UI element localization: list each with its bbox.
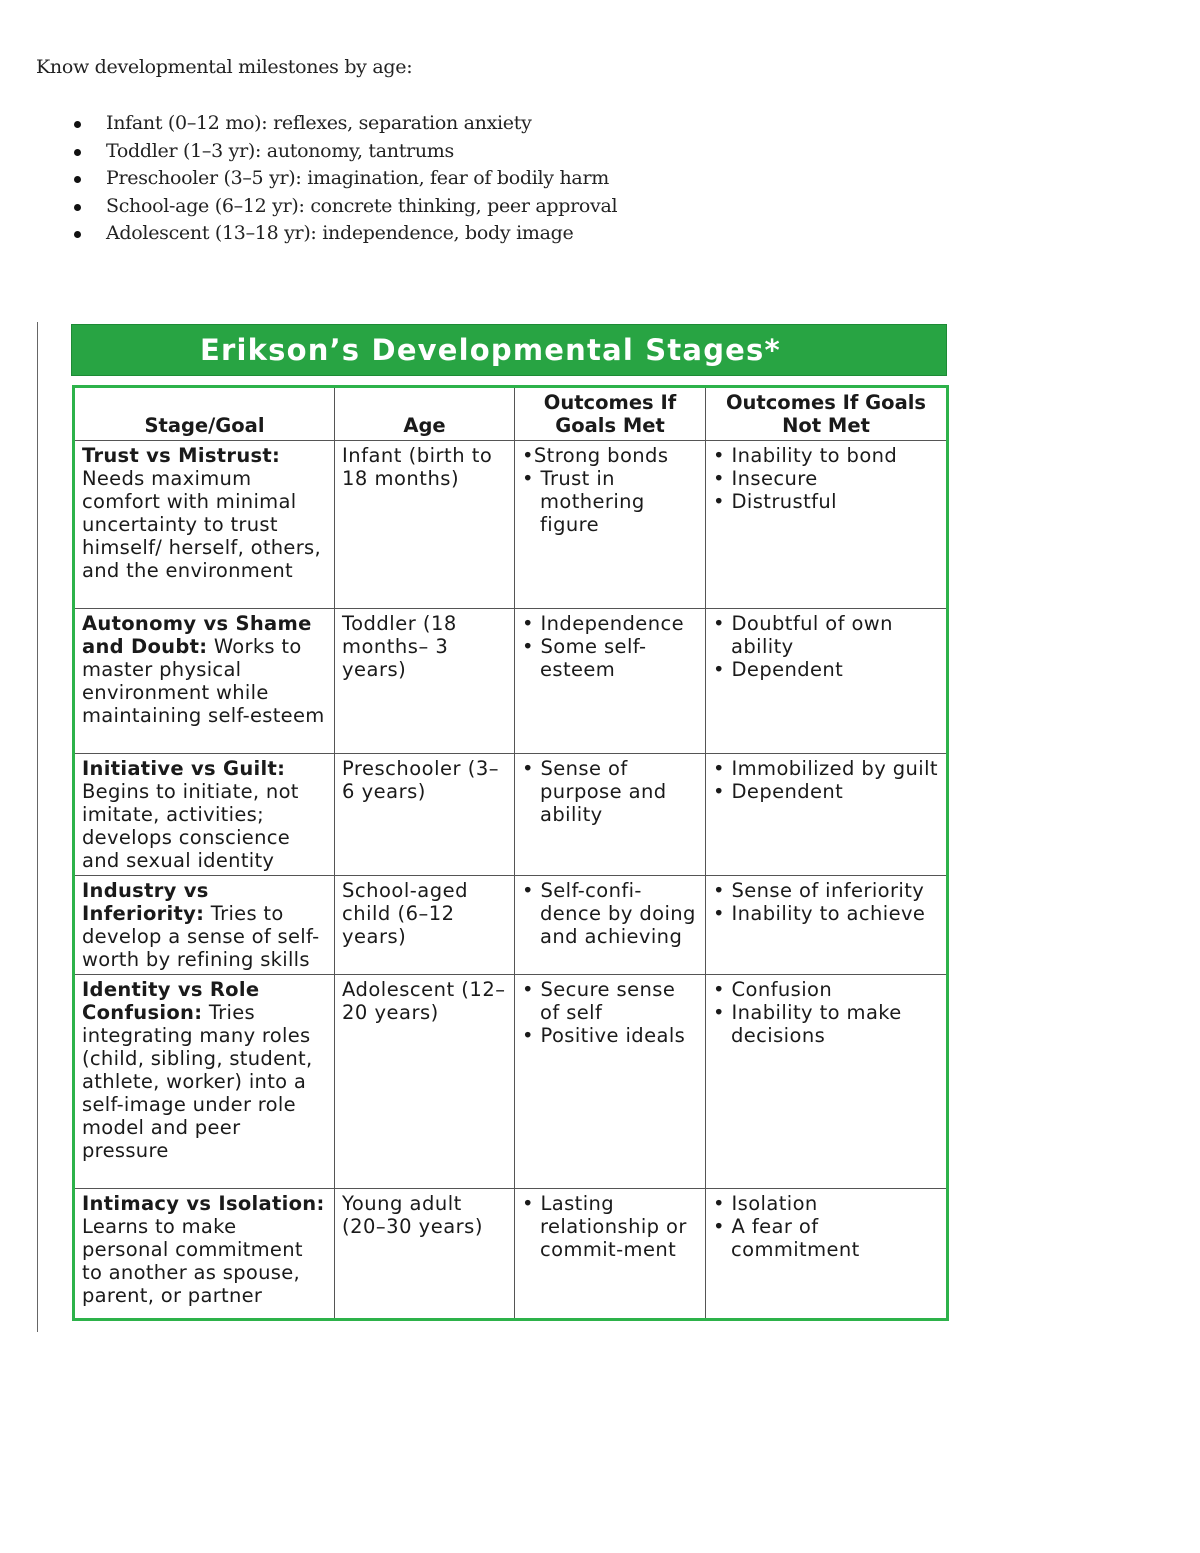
outcome-item: •Strong bonds [522,444,669,467]
bullet-icon [74,149,81,156]
bullet-icon [74,204,81,211]
outcome-item: • Sense of inferiority [713,879,925,902]
stage-title: Intimacy vs Isolation: [82,1192,325,1215]
age-cell: Infant (birth to 18 months) [335,441,515,609]
outcome-item: • Lasting relationship or commit-ment [522,1192,687,1261]
outcome-item: • Distrustful [713,490,837,513]
list-item-text: Toddler (1–3 yr): autonomy, tantrums [106,139,454,162]
outcomes-not-met-cell [706,1189,948,1320]
bullet-icon [74,121,81,128]
list-item [74,220,617,248]
outcomes-not-met-cell [706,609,948,754]
outcome-item: • Secure sense of self [522,978,676,1024]
list-item-text: Adolescent (13–18 yr): independence, body image [106,222,574,244]
stages-table [72,385,949,1321]
header-met: Outcomes If Goals Met [515,387,706,441]
outcomes-not-met-cell [706,876,948,975]
outcome-item: • Positive ideals [522,1024,686,1047]
stage-description: Begins to initiate, not imitate, activities; develops conscience and sexual identity [82,780,299,872]
stage-cell [74,609,335,754]
age-cell: Young adult (20–30 years) [335,1189,515,1320]
stage-description: Tries integrating many roles (child, sibling, student, athlete, worker) into a self-image under role model and peer pressure [82,1001,313,1162]
table-row [74,441,948,609]
header-not-met: Outcomes If Goals Not Met [706,387,948,441]
outcome-item: • Isolation [713,1192,818,1215]
list-item [74,165,617,193]
outcomes-not-met-cell [706,754,948,876]
stage-title: Initiative vs Guilt: [82,757,286,780]
figure-title: Erikson’s Developmental Stages* [71,324,947,376]
milestone-list [74,110,617,248]
stage-title: Trust vs Mistrust: [82,444,281,467]
outcome-item: • Dependent [713,658,844,681]
header-age: Age [335,387,515,441]
list-item [74,138,617,166]
outcome-item: • Immobilized by guilt [713,757,938,780]
table-row [74,609,948,754]
outcome-item: • Trust in mothering figure [522,467,645,536]
stage-description: Learns to make personal commitment to another as spouse, parent, or partner [82,1215,303,1307]
outcomes-not-met-cell [706,441,948,609]
stage-cell [74,975,335,1189]
outcome-item: • Self-confi-dence by doing and achieving [522,879,696,948]
stage-title: Industry vs Inferiority: [82,879,209,925]
outcome-item: • Independence [522,612,684,635]
outcomes-met-cell [515,975,706,1189]
outcome-item: • Some self-esteem [522,635,647,681]
list-item [74,110,617,138]
table-row [74,1189,948,1320]
stage-description: Tries to develop a sense of self-worth by refining skills [82,902,320,971]
stage-cell [74,754,335,876]
bullet-icon [74,176,81,183]
outcomes-not-met-cell [706,975,948,1189]
outcomes-met-cell [515,1189,706,1320]
stage-cell [74,441,335,609]
stage-cell [74,876,335,975]
stage-description: Needs maximum comfort with minimal uncertainty to trust himself/ herself, others, and the environment [82,467,321,582]
stage-cell [74,1189,335,1320]
stage-title: Identity vs Role Confusion: [82,978,260,1024]
list-item [74,193,617,221]
age-cell: Adolescent (12–20 years) [335,975,515,1189]
stage-title: Autonomy vs Shame and Doubt: [82,612,312,658]
outcomes-met-cell [515,609,706,754]
outcome-item: • A fear of commitment [713,1215,860,1261]
outcomes-met-cell [515,876,706,975]
list-item-text: School-age (6–12 yr): concrete thinking, peer approval [106,194,618,217]
table-row [74,754,948,876]
outcomes-met-cell [515,441,706,609]
header-stage: Stage/Goal [74,387,335,441]
outcome-item: • Doubtful of own ability [713,612,893,658]
intro-text: Know developmental milestones by age: [36,56,413,78]
age-cell: School-aged child (6–12 years) [335,876,515,975]
outcome-item: • Inability to bond [713,444,898,467]
outcome-item: • Insecure [713,467,818,490]
table-row [74,975,948,1189]
age-cell: Toddler (18 months– 3 years) [335,609,515,754]
outcome-item: • Inability to make decisions [713,1001,902,1047]
erikson-figure [71,324,947,1307]
age-cell: Preschooler (3–6 years) [335,754,515,876]
outcome-item: • Dependent [713,780,844,803]
bullet-icon [74,231,81,238]
outcomes-met-cell [515,754,706,876]
stage-description: Works to master physical environment while maintaining self-esteem [82,635,325,727]
list-item-text: Preschooler (3–5 yr): imagination, fear of bodily harm [106,167,609,189]
outcome-item: • Inability to achieve [713,902,926,925]
list-item-text: Infant (0–12 mo): reflexes, separation anxiety [106,112,532,134]
margin-rule [37,322,38,1332]
table-row [74,876,948,975]
outcome-item: • Confusion [713,978,833,1001]
outcome-item: • Sense of purpose and ability [522,757,667,826]
